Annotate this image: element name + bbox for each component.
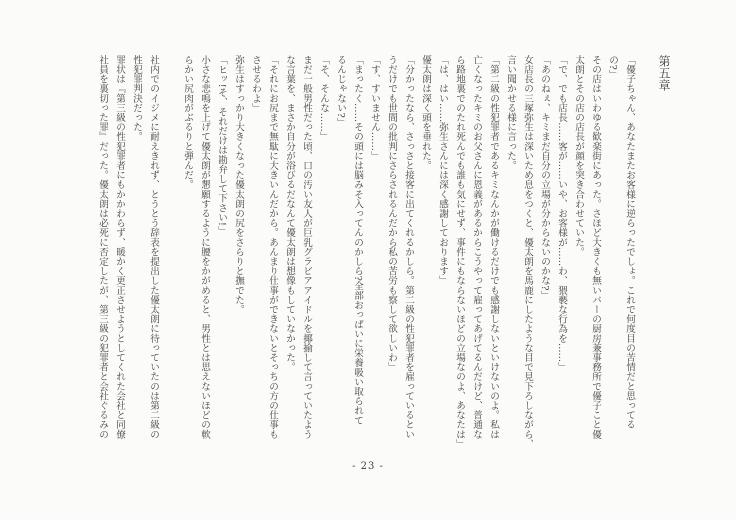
text-column: 「そ、そんな……」	[318, 55, 329, 142]
text-column: 「で、でも店長……客が……いや、お客様が……わ、猥褻な行為を……」	[556, 55, 567, 372]
text-column: させるわよ」	[250, 55, 261, 113]
text-column: ら路地裏でのたれ死んでも誰も気にせず、事件にもならないほどの立場なのよ、あなたは」	[454, 55, 465, 449]
page-number: - 23 -	[352, 461, 384, 472]
text-column: 社内でのイジメに耐えきれず、とうとう辞表を提出した優太朗に待っていたのは第二級の	[148, 55, 159, 439]
text-column: 亡くなったキミのお父さんに恩義があるからこうやって雇ってあげてるんだけど、普通な	[471, 55, 482, 439]
text-column: な言葉を、まさか自分が浴びるだなんて優太朗は想像もしていなかった。	[284, 55, 295, 372]
text-column: 女店長の三塚弥生は深いため息をつくと、優太朗を馬鹿にしたような目で見下ろしながら、	[522, 55, 533, 449]
text-column: 太朗とその店の店長が顔を突き合わせていた。	[573, 55, 584, 257]
scene-break-gap	[162, 55, 179, 451]
text-column: 弥生はすっかり大きくなった優太朗の尻をさらりと撫でた。	[233, 55, 244, 315]
text-column: 「第二級の性犯罪者であるキミなんかが働けるだけでも感謝しないといけないのよ。私は	[488, 55, 499, 439]
text-column: まだ一般男性だった頃、口の汚い友人が巨乳グラビアアイドルを揶揄して言っていたよう	[301, 55, 312, 439]
text-column: 性犯罪判決だった。	[131, 55, 142, 142]
chapter-heading: 第五章	[657, 55, 671, 91]
body-text	[94, 55, 638, 451]
text-column: 社員を裏切った罪』だった。優太朗は必死に否定したが、第三級の犯罪者と会社ぐるみの	[97, 55, 108, 439]
text-column: 小さな悲鳴を上げて優太朗が懇願するように腰をかがめると、男性とは思えないほどの軟	[199, 55, 210, 439]
text-column: 「す、すいません……」	[369, 55, 380, 161]
text-column: 「分かったなら、さっさと接客に出てくれるかしら。第二級の性犯罪者を雇っているとい	[403, 55, 414, 439]
text-column: その店はいわゆる歓楽街にあった。さほど大きくも無いバーの厨房兼事務所で優子こと優	[590, 55, 601, 439]
text-column: 言い聞かせる様に言った。	[505, 55, 516, 171]
text-column: 「あのねぇ、キミまだ自分の立場が分からないのかな?」	[539, 55, 550, 301]
text-column: うだけでも世間の批判にさらされるんだから私の苦労も察して欲しいわ」	[386, 55, 397, 372]
text-column: 罪状は『第三級の性犯罪者にもかかわらず、暖かく更正させようとしてくれた会社と同僚	[114, 55, 125, 439]
text-column: 「ヒッ!そ、それだけは勘弁して下さい!」	[216, 55, 227, 236]
text-column: 「優子ちゃん、あなたまたお客様に逆らったでしょ。これで何度目の苦情だと思ってる	[624, 55, 635, 430]
text-column: 「まったく……その頭には脳みそ入ってんのかしら?全部おっぱいに栄養吸い取られて	[352, 55, 363, 425]
text-column: るんじゃない?」	[335, 55, 346, 128]
text-column: 「それにお尻まで無駄に大きいんだから。あんまり仕事ができないとそっちの方の仕事も	[267, 55, 278, 439]
text-column: らかい尻肉がぶるりと弾んだ。	[182, 55, 193, 190]
text-column: の?」	[607, 55, 618, 80]
page-body	[94, 55, 672, 451]
text-column: 「は、はい……弥生さんには深く感謝しております」	[437, 55, 448, 286]
text-column: 優太朗は深く頭を垂れた。	[420, 55, 431, 171]
